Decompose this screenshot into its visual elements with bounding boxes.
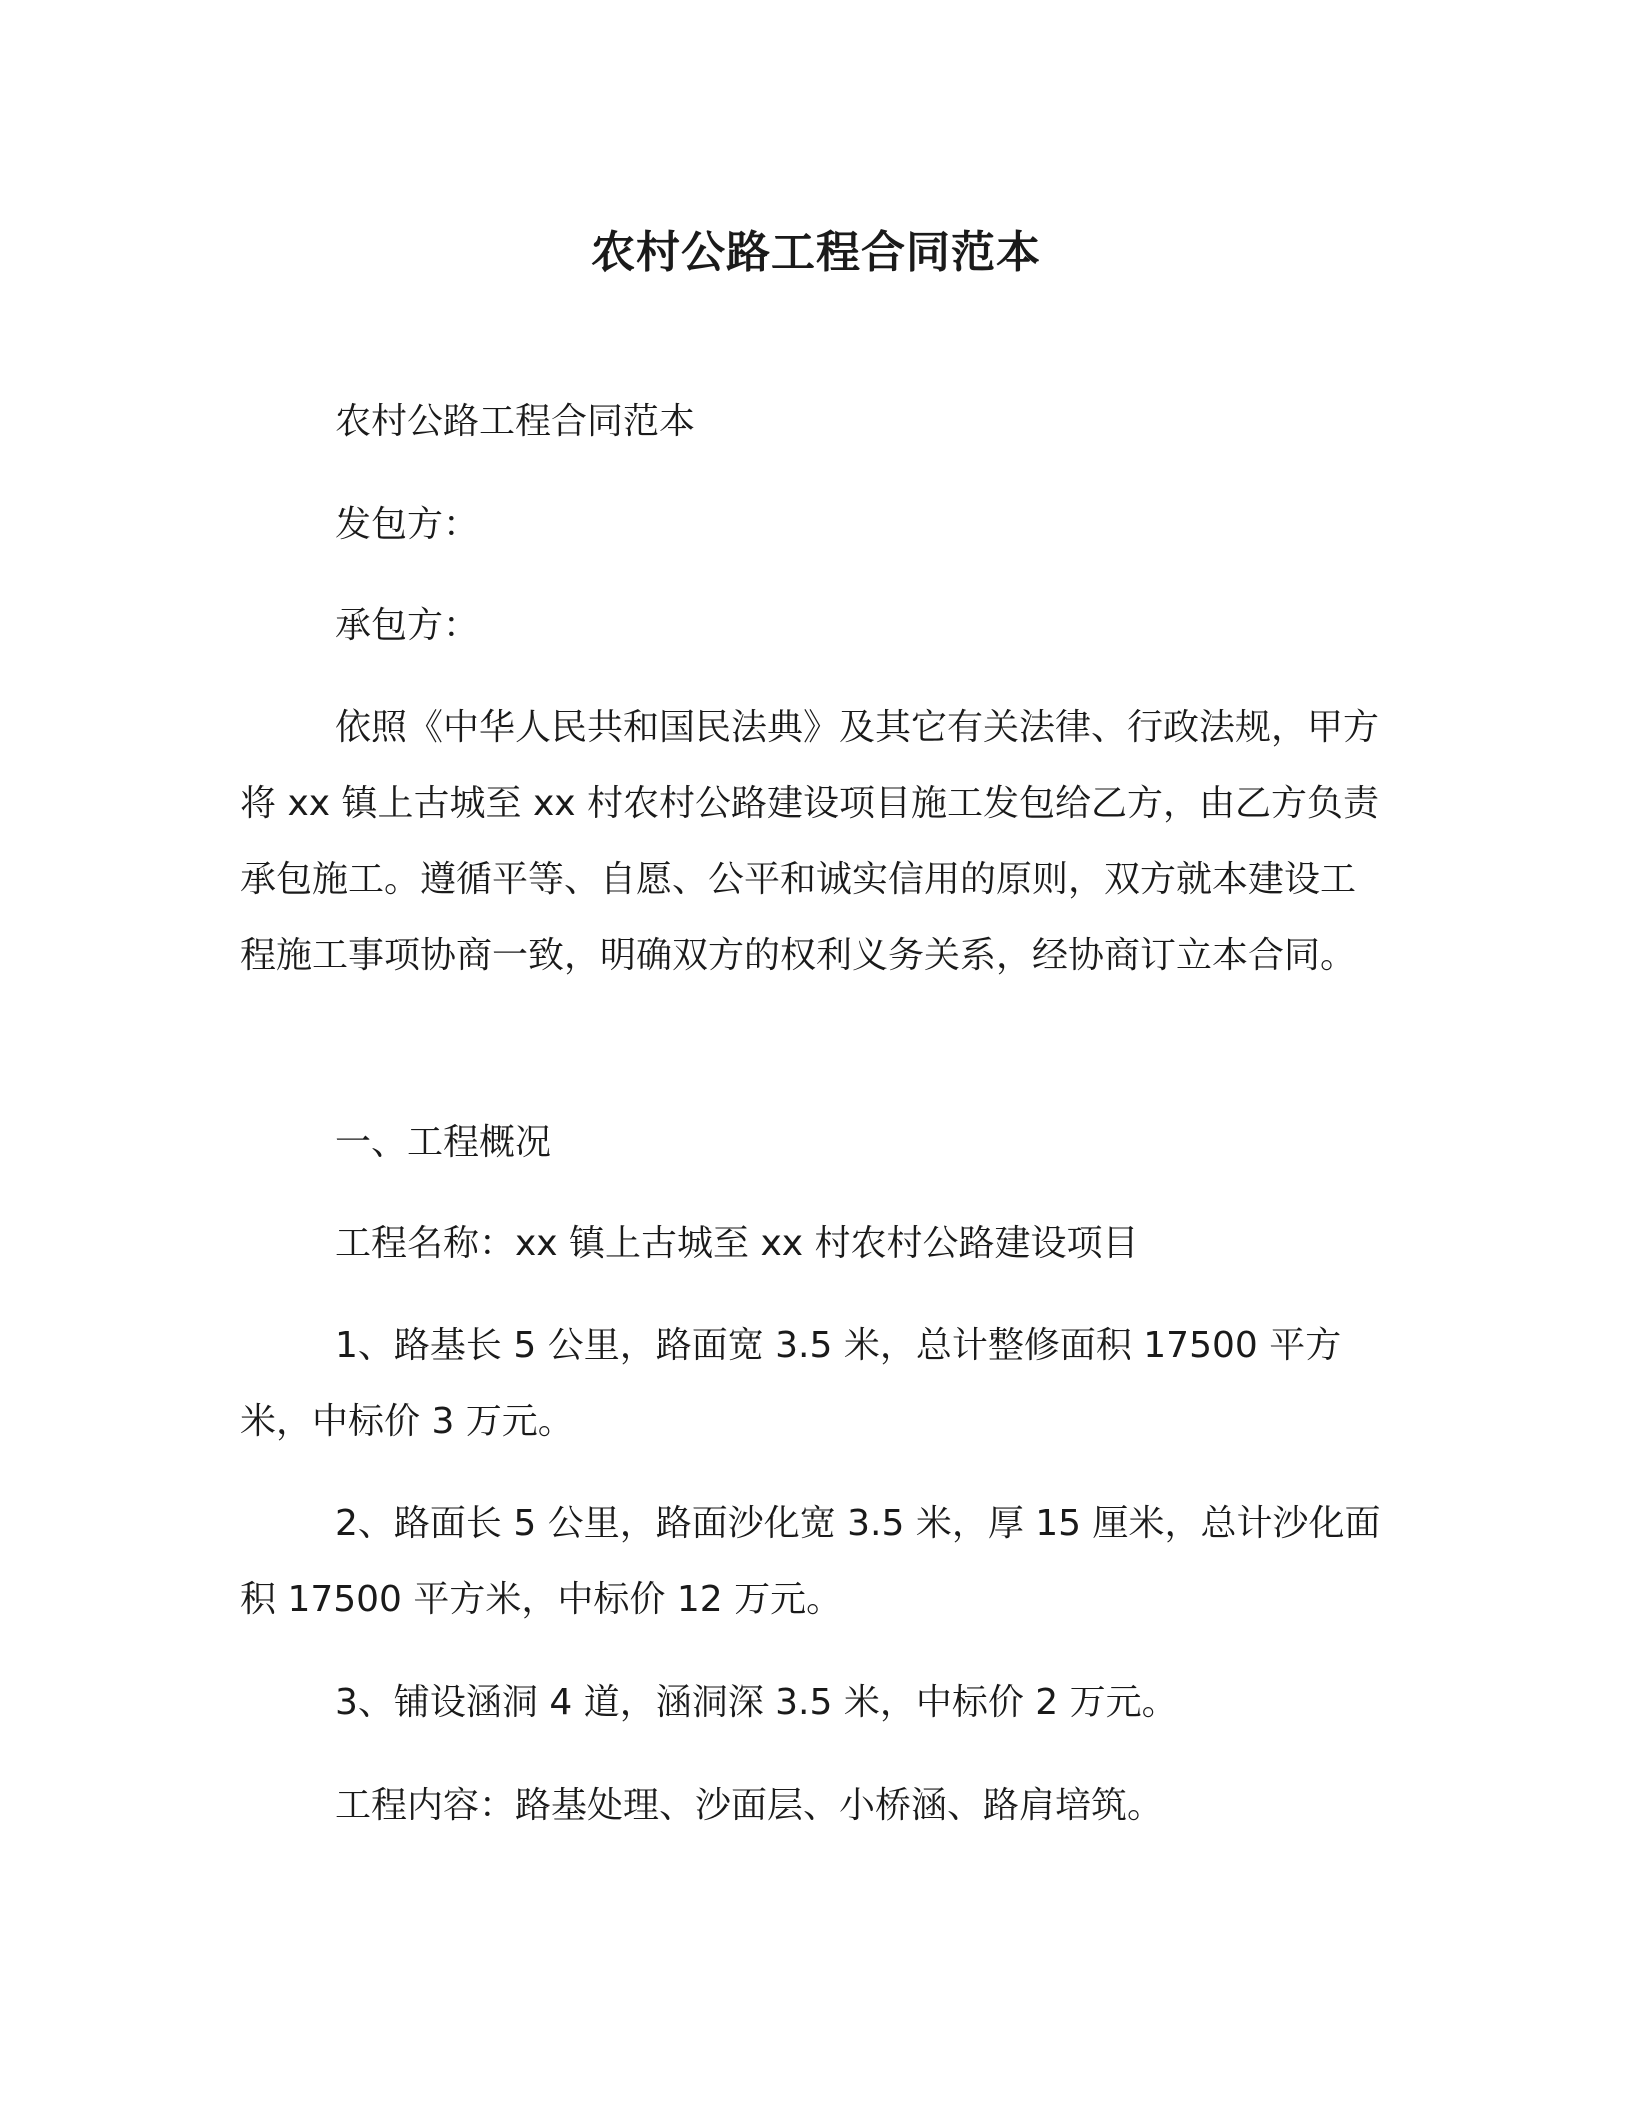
item-2: 2、路面长 5 公里，路面沙化宽 3.5 米，厚 15 厘米，总计沙化面积 17500 平方米，中标价 12 万元。 bbox=[240, 1503, 1381, 1620]
party-a-label: 发包方： bbox=[335, 504, 480, 545]
project-content: 工程内容：路基处理、沙面层、小桥涵、路肩培筑。 bbox=[335, 1785, 1164, 1826]
section1-heading: 一、工程概况 bbox=[335, 1122, 552, 1163]
party-b-label: 承包方： bbox=[335, 605, 480, 646]
project-name: 工程名称：xx 镇上古城至 xx 村农村公路建设项目 bbox=[335, 1223, 1139, 1264]
item-3: 3、铺设涵洞 4 道，涵洞深 3.5 米，中标价 2 万元。 bbox=[335, 1682, 1178, 1723]
item-1: 1、路基长 5 公里，路面宽 3.5 米，总计整修面积 17500 平方米，中标价 3 万元。 bbox=[240, 1325, 1342, 1442]
document-subtitle: 农村公路工程合同范本 bbox=[335, 401, 696, 442]
intro-paragraph: 依照《中华人民共和国民法典》及其它有关法律、行政法规，甲方将 xx 镇上古城至 xx 村农村公路建设项目施工发包给乙方，由乙方负责承包施工。遵循平等、自愿、公平和诚实信用的原则，双方就本建设工程施工事项协商一致，明确双方的权利义务关系，经协商订立本合同。 bbox=[240, 707, 1380, 976]
document-title: 农村公路工程合同范本 bbox=[591, 227, 1041, 278]
